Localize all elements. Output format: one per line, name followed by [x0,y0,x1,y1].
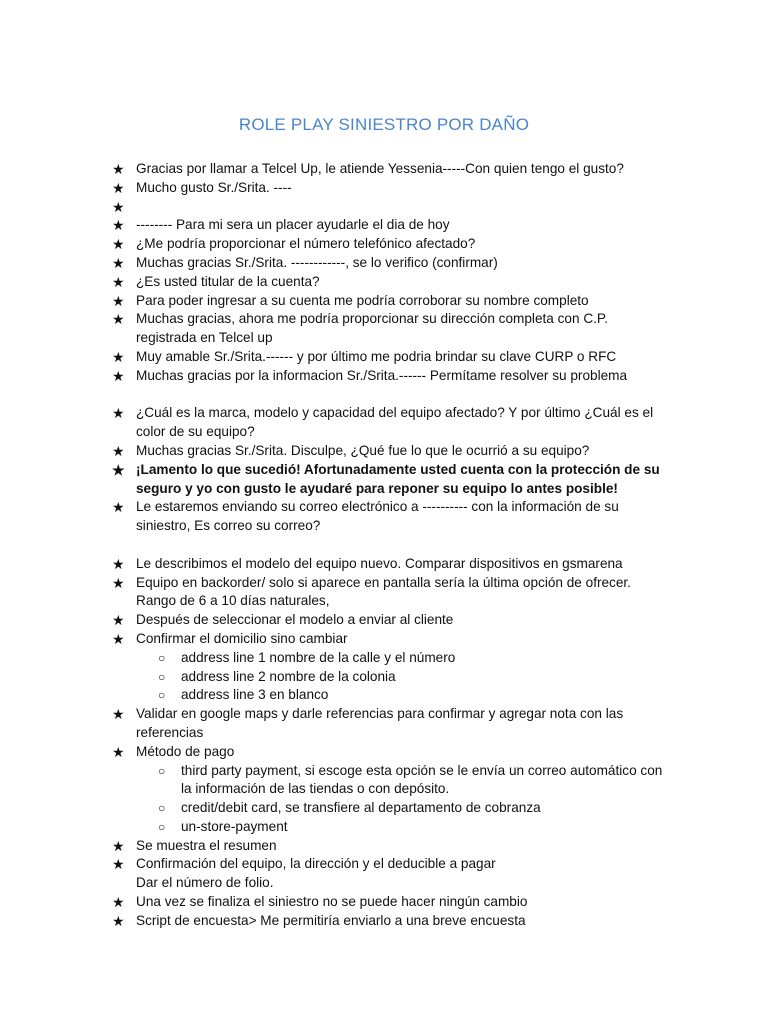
sub-list-item: ○ address line 3 en blanco [112,686,672,705]
list-item: ★ Gracias por llamar a Telcel Up, le atiende Yessenia-----Con quien tengo el gusto? [112,161,624,177]
list-item-highlight: ★ ¡Lamento lo que sucedió! Afortunadamente usted cuenta con la protección de su seguro y yo con gusto le ayudaré para reponer su equipo lo antes posible! [112,461,660,496]
list-item: ★ Después de seleccionar el modelo a enviar al cliente [112,612,454,629]
star-bullet-icon: ★ [112,292,125,309]
star-bullet-icon: ★ [112,856,125,873]
circle-bullet-icon: ○ [158,688,166,703]
sub-list-item: ○ third party payment, si escoge esta opción se le envía un correo automático con la información de las tiendas o con depósito. [158,762,663,797]
list-item: ★ Una vez se finaliza el siniestro no se puede hacer ningún cambio [112,894,528,911]
document-title: ROLE PLAY SINIESTRO POR DAÑO [238,115,530,134]
star-bullet-icon: ★ [112,311,125,328]
list-item: ★ Muchas gracias Sr./Srita. Disculpe, ¿Qué fue lo que le ocurrió a su equipo? [112,442,590,459]
list-item: ★ Muy amable Sr./Srita.------ y por último me podria brindar su clave CURP o RFC [112,348,617,365]
list-item: ★ Muchas gracias Sr./Srita. ------------, se lo verifico (confirmar) [112,254,498,271]
star-bullet-icon: ★ [112,198,125,215]
list-item: ★ Se muestra el resumen [112,837,277,854]
circle-bullet-icon: ○ [158,801,166,816]
list-item: ★ Para poder ingresar a su cuenta me podría corroborar su nombre completo [112,292,589,309]
star-bullet-icon: ★ [112,442,125,459]
star-bullet-icon: ★ [112,254,125,271]
list-item: ★ Script de encuesta> Me permitiría enviarlo a una breve encuesta [112,912,526,929]
list-item: ★ Validar en google maps y darle referencias para confirmar y agregar nota con las referencias [112,706,624,740]
sub-list-item: ○ address line 1 nombre de la calle y el número [112,649,672,668]
sub-list-item: ○ credit/debit card, se transfiere al departamento de cobranza [112,799,672,818]
star-bullet-icon: ★ [112,161,125,177]
star-bullet-icon: ★ [112,273,125,290]
star-bullet-icon: ★ [112,743,125,760]
sub-list-item: ○ address line 2 nombre de la colonia [112,668,672,687]
star-bullet-icon: ★ [112,405,125,422]
star-bullet-icon: ★ [112,348,125,365]
star-bullet-icon: ★ [112,367,125,384]
list-item: ★ Muchas gracias, ahora me podría proporcionar su dirección completa con C.P. registrada en Telcel up [112,311,608,346]
list-item: ★ Equipo en backorder/ solo si aparece en pantalla sería la última opción de ofrecer. Rango de 6 a 10 días naturales, [112,574,631,609]
star-bullet-icon: ★ [112,217,125,234]
star-bullet-icon: ★ [112,894,125,911]
circle-bullet-icon: ○ [158,669,166,684]
list-item: ★ Mucho gusto Sr./Srita. ---- [112,179,292,196]
star-bullet-icon: ★ [112,461,125,478]
folio-note: Dar el número de folio. [136,875,274,891]
star-bullet-icon: ★ [112,555,125,572]
list-item: ★ Confirmación del equipo, la dirección y el deducible a pagar [112,856,496,873]
star-bullet-icon: ★ [112,706,125,723]
star-bullet-icon: ★ [112,837,125,854]
star-bullet-icon: ★ [112,179,125,196]
sub-list-item: ○ un-store-payment [112,818,672,837]
list-item: ★ Le describimos el modelo del equipo nuevo. Comparar dispositivos en gsmarena [112,555,623,572]
star-bullet-icon: ★ [112,612,125,629]
circle-bullet-icon: ○ [158,819,166,834]
list-item: ★ Método de pago [112,743,235,760]
list-item [112,198,672,217]
star-bullet-icon: ★ [112,236,125,253]
list-item: ★ -------- Para mi sera un placer ayudarle el dia de hoy [112,217,450,234]
list-item: ★ Le estaremos enviando su correo electrónico a ---------- con la información de su siniestro, Es correo su correo? [112,499,619,534]
list-item: ★ ¿Me podría proporcionar el número telefónico afectado? [112,236,476,253]
star-bullet-icon: ★ [112,912,125,929]
list-item: ★ ¿Es usted titular de la cuenta? [112,273,320,290]
star-bullet-icon: ★ [112,630,125,647]
script-list [112,160,672,931]
list-item: ★ Muchas gracias por la informacion Sr./Srita.------ Permítame resolver su problema [112,367,628,384]
star-bullet-icon: ★ [112,499,125,516]
circle-bullet-icon: ○ [158,650,166,665]
list-item: ★ ¿Cuál es la marca, modelo y capacidad del equipo afectado? Y por último ¿Cuál es el color de su equipo? [112,405,654,440]
star-bullet-icon: ★ [112,574,125,591]
circle-bullet-icon: ○ [158,763,166,778]
list-item: ★ Confirmar el domicilio sino cambiar [112,630,348,647]
